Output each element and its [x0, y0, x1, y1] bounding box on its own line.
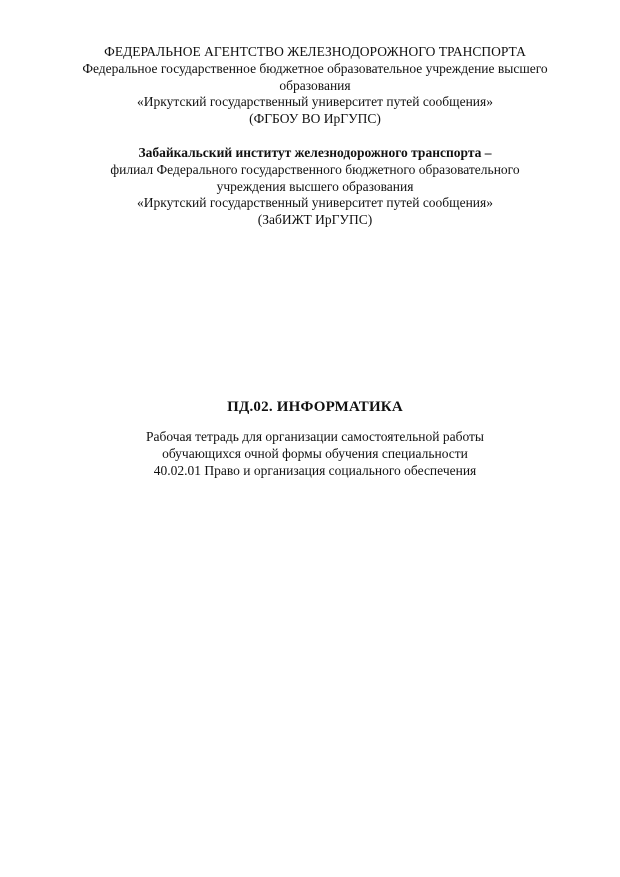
title-block: [50, 397, 580, 417]
description-line-3: 40.02.01 Право и организация социального обеспечения: [153, 462, 477, 478]
university-name: «Иркутский государственный университет путей сообщения»: [137, 94, 493, 110]
description-line-1: Рабочая тетрадь для организации самостоятельной работы: [146, 429, 484, 444]
document-title: ПД.02. ИНФОРМАТИКА: [227, 399, 403, 415]
institute-university-name: «Иркутский государственный университет путей сообщения»: [137, 195, 493, 211]
institute-name: Забайкальский институт железнодорожного транспорта –: [138, 145, 492, 160]
agency-name: ФЕДЕРАЛЬНОЕ АГЕНТСТВО ЖЕЛЕЗНОДОРОЖНОГО ТРАНСПОРТА: [104, 44, 526, 59]
branch-line-2: учреждения высшего образования: [216, 178, 414, 194]
header-block: [50, 44, 580, 128]
description-block: [50, 429, 580, 479]
institute-block: [50, 145, 580, 229]
branch-line-1: филиал Федерального государственного бюджетного образовательного: [110, 161, 520, 177]
description-line-2: обучающихся очной формы обучения специальности: [162, 445, 468, 461]
institution-line-2: образования: [279, 77, 351, 93]
institute-abbreviation: (ЗабИЖТ ИрГУПС): [257, 212, 373, 228]
university-abbreviation: (ФГБОУ ВО ИрГУПС): [249, 111, 381, 127]
institution-line-1: Федеральное государственное бюджетное образовательное учреждение высшего: [82, 60, 548, 76]
